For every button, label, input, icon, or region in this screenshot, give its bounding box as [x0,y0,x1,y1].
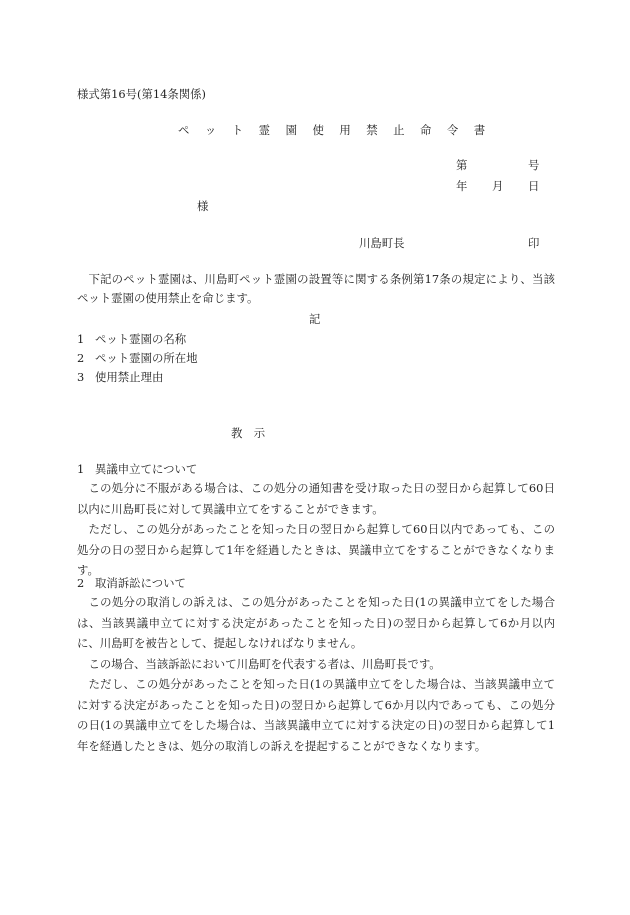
section1-body [77,478,555,581]
form-number: 様式第16号(第14条関係) [77,87,207,101]
number-prefix: 第 [456,158,468,172]
ki-marker: 記 [309,312,321,326]
list-item: 2 ペット霊園の所在地 [77,351,198,365]
date-month: 月 [492,179,504,193]
list-item: 1 ペット霊園の名称 [77,332,187,346]
addressee-suffix: 様 [197,199,209,213]
number-suffix: 号 [528,158,540,172]
instruction-heading: 教 示 [231,426,266,440]
section2-body [77,592,555,756]
section1-paragraph: ただし、この処分があったことを知った日の翌日から起算して60日以内であっても、この処分の日の翌日から起算して1年を経過したときは、異議申立てをすることができなくなります。 [77,522,555,577]
section2-heading: 2 取消訴訟について [77,576,186,590]
list-item: 3 使用禁止理由 [77,370,164,384]
section2-paragraph: この場合、当該訴訟において川島町を代表する者は、川島町長です。 [88,656,441,671]
body-paragraph: 下記のペット霊園は、川島町ペット霊園の設置等に関する条例第17条の規定により、当該ペット霊園の使用禁止を命じます。 [77,272,555,305]
section1-paragraph: この処分に不服がある場合は、この処分の通知書を受け取った日の翌日から起算して60日以内に川島町長に対して異議申立てをすることができます。 [77,481,555,516]
date-year: 年 [456,179,468,193]
section2-paragraph: ただし、この処分があったことを知った日(1の異議申立てをした場合は、当該異議申立てに対する決定があったことを知った日)の翌日から起算して6か月以内であっても、この処分の日(1の異議申立てをした場合は、当該異議申立てに対する決定の日)の翌日から起算して1年を経過したときは、処分の取消しの訴えを提起することができなくなります。 [77,677,555,753]
section1-heading: 1 異議申立てについて [77,462,198,476]
section2-paragraph: この処分の取消しの訴えは、この処分があったことを知った日(1の異議申立てをした場合は、当該異議申立てに対する決定があったことを知った日)の翌日から起算して6か月以内に、川島町を被告として、提起しなければなりません。 [77,595,555,650]
document-title: ペット霊園使用禁止命令書 [178,123,501,137]
seal-mark: 印 [528,236,540,250]
issuer-name: 川島町長 [359,236,405,250]
date-day: 日 [528,179,540,193]
